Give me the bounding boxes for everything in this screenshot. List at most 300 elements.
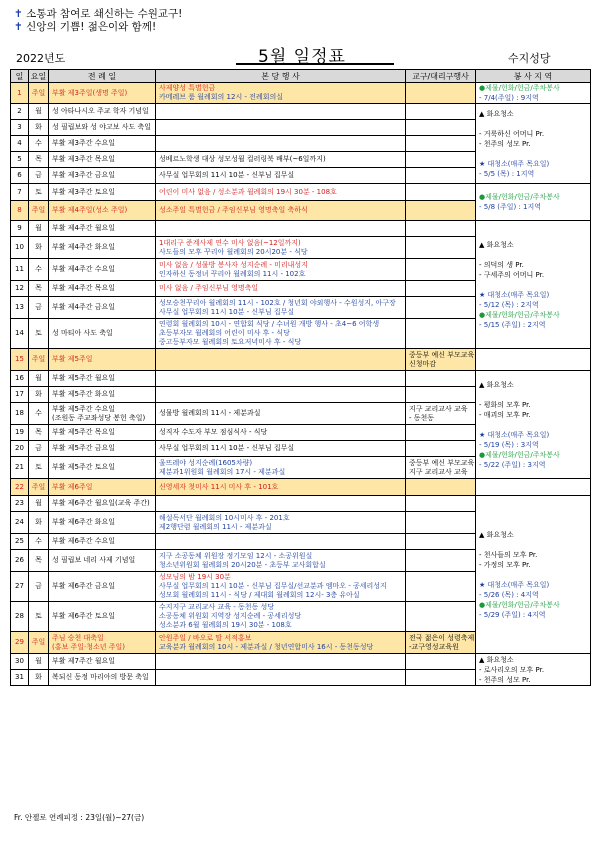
service-text: - 7/4(주일) : 9지역 [479, 94, 539, 102]
weekday-cell: 주일 [29, 632, 49, 654]
weekday-cell: 월 [29, 371, 49, 387]
liturgy-text: 부활 제4주일(성소 주일) [52, 206, 128, 214]
weekday-cell: 금 [29, 441, 49, 457]
diocese-cell [406, 184, 476, 201]
liturgy-cell [49, 602, 156, 632]
event-text: 사무실 업무회의 11시 10분 - 신부님 집무실/선교분과 엠마오 - 공세리성지 [159, 582, 387, 590]
day-cell: 29 [11, 632, 29, 654]
diocese-cell [406, 371, 476, 387]
day-cell: 27 [11, 572, 29, 602]
diocese-cell [406, 221, 476, 237]
service-text: ★ 대청소(매주 목요일) [479, 580, 550, 589]
day-cell: 23 [11, 496, 29, 512]
slogan-line-1: ✝ 소통과 참여로 쇄신하는 수원교구! [14, 8, 183, 20]
event-cell [156, 297, 406, 319]
day-cell: 31 [11, 670, 29, 686]
weekday-cell: 수 [29, 534, 49, 550]
day-cell: 2 [11, 104, 29, 120]
liturgy-text: 부활 제3주일(생명 주일) [52, 88, 128, 97]
day-cell: 6 [11, 168, 29, 184]
event-text: 사제양성 특별헌금 [159, 84, 216, 92]
diocese-cell [406, 496, 476, 512]
column-header: 본 당 행 사 [156, 70, 406, 83]
day-cell: 3 [11, 120, 29, 136]
service-text: - 5/5 (목) : 1지역 [479, 169, 535, 178]
diocese-cell [406, 425, 476, 441]
liturgy-text: 부활 제6주간 수요일 [52, 537, 115, 545]
diocese-text: 지구 교리교사 교육 [409, 467, 468, 476]
day-cell: 20 [11, 441, 29, 457]
event-cell [156, 237, 406, 259]
service-text [479, 390, 590, 400]
event-cell [156, 120, 406, 136]
footer-note: Fr. 안젤로 연례피정 : 23일(월)~27(금) [14, 813, 145, 822]
liturgy-text: 부활 제6주간 월요일(교육 주간) [52, 499, 150, 507]
liturgy-text: 성 마티아 사도 축일 [52, 329, 113, 337]
service-text: - 5/29 (주일) : 4지역 [479, 610, 546, 619]
liturgy-text: 부활 제4주간 화요일 [52, 243, 115, 251]
event-cell [156, 441, 406, 457]
day-cell: 19 [11, 425, 29, 441]
event-text: 소공동체 위원회 지역장 성지순례 - 공세리성당 [159, 612, 302, 620]
service-cell [476, 654, 591, 686]
liturgy-cell [49, 654, 156, 670]
service-text [479, 149, 590, 159]
service-text: - 구세주의 어머니 Pr. [479, 270, 545, 279]
service-text: - 5/22 (주일) : 3지역 [479, 460, 546, 469]
liturgy-cell [49, 83, 156, 104]
title-underline [236, 63, 394, 65]
event-text: 초등부자모 월례회의 어린이 미사 후 - 식당 [159, 329, 290, 337]
liturgy-text: 부활 제6주일 [52, 482, 93, 491]
diocese-cell [406, 550, 476, 572]
service-text [479, 570, 590, 580]
event-text: 연령회 월례회의 10시 - 연합회 식당 / 수녀원 개방 행사 - 초4~6 어학생 [159, 320, 380, 328]
weekday-cell: 토 [29, 184, 49, 201]
diocese-text: 신청마감 [409, 359, 437, 368]
service-text [479, 280, 590, 290]
diocese-text: 중등부 예신 부모교육 [409, 350, 475, 359]
column-header: 일 [11, 70, 29, 83]
service-text: ●제물/헌화/헌금/주차봉사 [479, 600, 560, 609]
weekday-cell: 화 [29, 120, 49, 136]
day-cell: 25 [11, 534, 29, 550]
table-row [11, 371, 591, 387]
liturgy-text: 부활 제6주간 금요일 [52, 582, 115, 590]
service-text: ▲ 화요청소 [479, 240, 514, 249]
service-cell [476, 479, 591, 496]
day-cell: 15 [11, 349, 29, 371]
diocese-cell [406, 349, 476, 371]
day-cell: 5 [11, 152, 29, 168]
event-cell [156, 259, 406, 281]
event-cell [156, 654, 406, 670]
diocese-cell [406, 654, 476, 670]
event-cell [156, 534, 406, 550]
event-text: 미사 없음 / 주임신부님 영명축일 [159, 284, 259, 292]
day-cell: 14 [11, 319, 29, 349]
diocese-cell [406, 441, 476, 457]
schedule-table [10, 69, 591, 686]
liturgy-text: 부활 제5주간 목요일 [52, 428, 115, 436]
event-text: 제분과1위원회 월례회의 17시 - 제분과실 [159, 467, 286, 476]
event-text: 사무실 업무회의 11시 10분 - 신부님 집무실 [159, 307, 295, 316]
service-text: - 의덕의 생 Pr. [479, 260, 524, 269]
service-text: ●제물/헌화/헌금/주차봉사 [479, 193, 560, 201]
weekday-cell: 목 [29, 425, 49, 441]
liturgy-cell [49, 670, 156, 686]
liturgy-cell [49, 403, 156, 425]
day-cell: 26 [11, 550, 29, 572]
liturgy-cell [49, 534, 156, 550]
liturgy-text: 부활 제6주간 화요일 [52, 518, 115, 526]
diocese-cell [406, 479, 476, 496]
event-text: 성모승천꾸리아 월례회의 11시 - 102호 / 청년회 야외행사 - 수원성지, 아구장 [159, 298, 396, 307]
diocese-cell [406, 403, 476, 425]
service-text: - 5/8 (주일) : 1지역 [479, 203, 542, 211]
event-cell [156, 425, 406, 441]
event-cell [156, 572, 406, 602]
event-text: 해설독서단 월례회의 10시미사 후 - 201호 [159, 513, 290, 522]
weekday-cell: 수 [29, 259, 49, 281]
year-label: 2022년도 [16, 52, 66, 65]
liturgy-cell [49, 184, 156, 201]
diocese-cell [406, 534, 476, 550]
event-cell [156, 136, 406, 152]
event-text: 성베르노학생 대상 성모성월 컬러링북 배부(~6일까지) [159, 155, 326, 163]
liturgy-cell [49, 550, 156, 572]
service-text: - 매괴의 모후 Pr. [479, 410, 531, 419]
liturgy-cell [49, 136, 156, 152]
event-cell [156, 281, 406, 297]
service-text [479, 250, 590, 260]
event-text: 미사 없음 / 성물방 봉사자 성지순례 - 미리내성지 [159, 260, 308, 269]
event-text: 중고등부자모 월례회의 토요저녁미사 후 - 식당 [159, 338, 302, 346]
day-cell: 1 [11, 83, 29, 104]
event-text: 사무실 업무회의 11시 10분 - 신부님 집무실 [159, 444, 295, 452]
day-cell: 8 [11, 201, 29, 221]
event-text: 안원주일 / 바오로 딸 서적홍보 [159, 633, 252, 642]
service-text: - 가정의 모후 Pr. [479, 560, 531, 569]
service-text: - 5/12 (목) : 2지역 [479, 300, 539, 309]
diocese-cell [406, 201, 476, 221]
diocese-cell [406, 259, 476, 281]
weekday-cell: 화 [29, 237, 49, 259]
table-row [11, 349, 591, 371]
event-text: 사무실 업무회의 11시 10분 - 신부님 집무실 [159, 171, 295, 179]
liturgy-cell [49, 479, 156, 496]
liturgy-text: 성 필립보와 성 야고보 사도 축일 [52, 123, 152, 131]
day-cell: 9 [11, 221, 29, 237]
weekday-cell: 목 [29, 281, 49, 297]
day-cell: 7 [11, 184, 29, 201]
diocese-cell [406, 281, 476, 297]
day-cell: 12 [11, 281, 29, 297]
event-cell [156, 371, 406, 387]
day-cell: 17 [11, 387, 29, 403]
service-text [479, 540, 590, 550]
liturgy-cell [49, 425, 156, 441]
day-cell: 24 [11, 512, 29, 534]
liturgy-text: 부활 제3주간 금요일 [52, 171, 115, 179]
event-text: 청소년위원회 월례회의 20시20분 - 초등부 교사회합실 [159, 560, 326, 569]
liturgy-text: 부활 제5주간 월요일 [52, 374, 115, 382]
liturgy-cell [49, 349, 156, 371]
weekday-cell: 금 [29, 572, 49, 602]
service-text: ▲ 화요청소 [479, 380, 514, 389]
service-text: - 천사들의 모후 Pr. [479, 550, 538, 559]
event-cell [156, 496, 406, 512]
diocese-cell [406, 457, 476, 479]
diocese-cell [406, 670, 476, 686]
diocese-text: - 동천동 [409, 413, 435, 422]
liturgy-text: 부활 제3주간 토요일 [52, 187, 115, 196]
event-cell [156, 550, 406, 572]
event-text: 인자하신 동정녀 꾸리아 월례회의 11시 - 102호 [159, 269, 306, 278]
liturgy-cell [49, 221, 156, 237]
event-cell [156, 349, 406, 371]
liturgy-cell [49, 572, 156, 602]
event-cell [156, 479, 406, 496]
column-header: 봉 사 지 역 [476, 70, 591, 83]
liturgy-cell [49, 457, 156, 479]
event-text: 어린이 미사 없음 / 성소분과 월례회의 19시 30분 - 108호 [159, 187, 337, 196]
event-cell [156, 387, 406, 403]
service-cell [476, 83, 591, 104]
liturgy-text: 부활 제5주간 화요일 [52, 390, 115, 398]
liturgy-cell [49, 632, 156, 654]
parish-name: 수지성당 [508, 52, 551, 65]
event-cell [156, 168, 406, 184]
service-cell [476, 104, 591, 184]
liturgy-text: 부활 제4주간 월요일 [52, 224, 115, 232]
service-cell [476, 371, 591, 479]
service-text: ★ 대청소(매주 목요일) [479, 159, 550, 168]
weekday-cell: 주일 [29, 83, 49, 104]
liturgy-text: 부활 제7주간 월요일 [52, 657, 115, 665]
diocese-cell [406, 120, 476, 136]
liturgy-text: 부활 제6주간 토요일 [52, 612, 115, 620]
service-text: ★ 대청소(매주 목요일) [479, 290, 550, 299]
liturgy-cell [49, 441, 156, 457]
liturgy-text: 부활 제5주간 금요일 [52, 444, 115, 452]
liturgy-cell [49, 387, 156, 403]
diocese-cell [406, 168, 476, 184]
diocese-cell [406, 83, 476, 104]
event-text: 성모회 월례회의 11시 - 식당 / 제대회 월례회의 12시- 3층 유아실 [159, 591, 360, 599]
service-text: ▲ 화요청소 [479, 109, 514, 118]
liturgy-text: 부활 제5주일 [52, 355, 93, 363]
event-text: 1대리구 준계사제 연수 미사 없음(~12일까지) [159, 238, 301, 247]
weekday-cell: 화 [29, 387, 49, 403]
liturgy-text: 부활 제3주간 수요일 [52, 139, 115, 147]
event-text: 수지지구 교리교사 교육 - 동천동 성당 [159, 603, 275, 611]
weekday-cell: 월 [29, 221, 49, 237]
weekday-cell: 금 [29, 297, 49, 319]
diocese-cell [406, 572, 476, 602]
table-row [11, 654, 591, 670]
event-text: 카메레브 룸 월례회의 12시 - 전례회의실 [159, 93, 283, 101]
service-text: - 5/15 (주일) : 2지역 [479, 320, 546, 329]
liturgy-cell [49, 259, 156, 281]
liturgy-cell [49, 281, 156, 297]
service-text: ●제물/헌화/헌금/주차봉사 [479, 310, 560, 319]
weekday-cell: 토 [29, 602, 49, 632]
diocese-cell [406, 512, 476, 534]
event-cell [156, 221, 406, 237]
service-cell [476, 349, 591, 371]
liturgy-cell [49, 496, 156, 512]
liturgy-cell [49, 168, 156, 184]
table-row [11, 221, 591, 237]
liturgy-cell [49, 512, 156, 534]
event-cell [156, 632, 406, 654]
day-cell: 18 [11, 403, 29, 425]
slogan-line-2: ✝ 신앙의 기쁨! 젊은이와 함께! [14, 21, 157, 33]
table-row [11, 83, 591, 104]
weekday-cell: 월 [29, 104, 49, 120]
event-text: 지구 소공동체 위원장 정기모임 12시 - 소공위원실 [159, 551, 313, 560]
day-cell: 28 [11, 602, 29, 632]
diocese-cell [406, 632, 476, 654]
liturgy-text: 성 아타나시오 주교 학자 기념일 [52, 107, 149, 115]
weekday-cell: 월 [29, 654, 49, 670]
liturgy-text: 복되신 동정 마리아의 방문 축일 [52, 673, 149, 681]
diocese-cell [406, 387, 476, 403]
diocese-text: 중등부 예신 부모교육 [409, 458, 475, 467]
event-text: 성모님의 밤 19시 30분 [159, 573, 231, 581]
service-text: ●제물/헌화/헌금/주차봉사 [479, 450, 560, 459]
event-cell [156, 184, 406, 201]
liturgy-cell [49, 120, 156, 136]
liturgy-cell [49, 297, 156, 319]
service-text: ▲ 화요청소 [479, 530, 514, 539]
liturgy-text: 부활 제3주간 목요일 [52, 155, 115, 163]
weekday-cell: 주일 [29, 349, 49, 371]
liturgy-cell [49, 237, 156, 259]
table-row [11, 479, 591, 496]
weekday-cell: 목 [29, 152, 49, 168]
liturgy-text: (홍보 주일·청소년 주일) [52, 642, 125, 651]
liturgy-cell [49, 152, 156, 168]
event-text: 제2행단렴 월례회의 11시 - 제분과실 [159, 522, 272, 531]
weekday-cell: 금 [29, 168, 49, 184]
service-cell [476, 184, 591, 221]
weekday-cell: 화 [29, 670, 49, 686]
header-slogans [14, 8, 182, 34]
event-text: 신영세자 첫미사 11시 미사 후 - 101호 [159, 482, 279, 491]
table-header [11, 70, 591, 83]
day-cell: 11 [11, 259, 29, 281]
event-text: 울뜨레야 성지순례(1605차량) [159, 458, 253, 467]
event-cell [156, 152, 406, 168]
liturgy-text: 성 필립보 네리 사제 기념일 [52, 556, 136, 564]
service-text: - 5/19 (목) : 3지역 [479, 440, 539, 449]
diocese-cell [406, 136, 476, 152]
weekday-cell: 주일 [29, 201, 49, 221]
diocese-cell [406, 104, 476, 120]
service-text: - 천주의 성모 Pr. [479, 139, 531, 148]
service-text [479, 420, 590, 430]
service-text: - 평화의 모후 Pr. [479, 400, 531, 409]
day-cell: 16 [11, 371, 29, 387]
event-text: 교육분과 월례회의 10시 - 제분과실 / 청년연합미사 16시 - 동천동성당 [159, 642, 374, 651]
weekday-cell: 화 [29, 512, 49, 534]
event-text: 성소주일 특별헌금 / 주임신부님 영명축일 축하식 [159, 206, 308, 214]
weekday-cell: 수 [29, 136, 49, 152]
event-cell [156, 319, 406, 349]
liturgy-text: (조원동 주교좌성당 봉헌 축일) [52, 413, 146, 422]
event-text: 사도들의 모후 꾸리아 월례회의 20시20분 - 식당 [159, 247, 308, 256]
liturgy-cell [49, 104, 156, 120]
event-text: 성직자 수도자 부모 점심식사 - 식당 [159, 428, 268, 436]
service-cell [476, 221, 591, 349]
event-cell [156, 403, 406, 425]
day-cell: 13 [11, 297, 29, 319]
day-cell: 30 [11, 654, 29, 670]
weekday-cell: 수 [29, 403, 49, 425]
column-header: 요일 [29, 70, 49, 83]
cross-icon: ✝ [14, 21, 23, 33]
column-header: 교구/대리구행사 [406, 70, 476, 83]
diocese-text: 지구 교리교사 교육 [409, 404, 468, 413]
diocese-cell [406, 602, 476, 632]
table-row [11, 184, 591, 201]
liturgy-cell [49, 201, 156, 221]
event-cell [156, 83, 406, 104]
table-row [11, 104, 591, 120]
weekday-cell: 토 [29, 457, 49, 479]
service-text: ●제물/헌화/헌금/주차봉사 [479, 84, 560, 92]
diocese-cell [406, 297, 476, 319]
event-text: 성소분과 6월 월례회의 19시 30분 - 108호 [159, 621, 292, 629]
day-cell: 4 [11, 136, 29, 152]
event-cell [156, 512, 406, 534]
liturgy-text: 부활 제4주간 금요일 [52, 303, 115, 311]
diocese-cell [406, 319, 476, 349]
weekday-cell: 월 [29, 496, 49, 512]
cross-icon: ✝ [14, 8, 23, 20]
liturgy-text: 부활 제4주간 목요일 [52, 284, 115, 292]
day-cell: 10 [11, 237, 29, 259]
service-text: - 천주의 성모 Pr. [479, 675, 531, 684]
page-title: 5월 일정표 [258, 47, 346, 67]
column-header: 전 례 일 [49, 70, 156, 83]
weekday-cell: 주일 [29, 479, 49, 496]
diocese-text: 전국 젊은이 성령축제 [409, 633, 475, 642]
liturgy-cell [49, 371, 156, 387]
event-text: 성물방 월례회의 11시 - 제분과실 [159, 409, 261, 417]
event-cell [156, 670, 406, 686]
diocese-text: -교구영성교육원 [409, 642, 459, 651]
day-cell: 21 [11, 457, 29, 479]
event-cell [156, 104, 406, 120]
event-cell [156, 201, 406, 221]
event-cell [156, 602, 406, 632]
liturgy-text: 부활 제5주간 토요일 [52, 463, 115, 471]
service-text: ▲ 화요청소 [479, 655, 514, 664]
weekday-cell: 토 [29, 319, 49, 349]
service-text: - 거룩하신 어머니 Pr. [479, 129, 545, 138]
liturgy-text: 부활 제4주간 수요일 [52, 265, 115, 273]
table-row [11, 496, 591, 512]
day-cell: 22 [11, 479, 29, 496]
diocese-cell [406, 152, 476, 168]
service-text: ★ 대청소(매주 목요일) [479, 430, 550, 439]
service-text [479, 119, 590, 129]
service-text: - 로사리오의 모후 Pr. [479, 665, 545, 674]
liturgy-text: 주님 승천 대축일 [52, 633, 104, 642]
